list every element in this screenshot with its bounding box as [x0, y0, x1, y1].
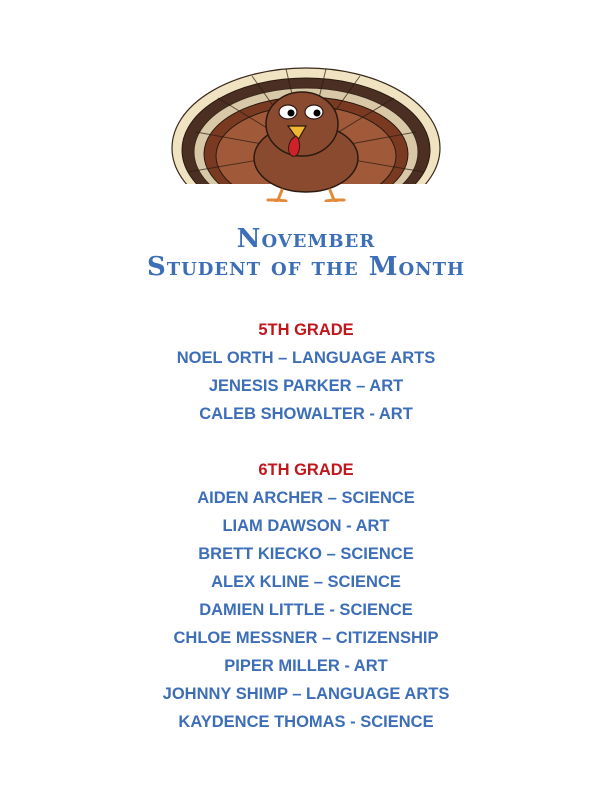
grade-title-6th: 6TH GRADE [258, 461, 354, 479]
student-list [0, 316, 612, 736]
list-item: LIAM DAWSON - ART [222, 517, 390, 535]
grade-title-5th: 5TH GRADE [258, 321, 354, 339]
list-item: CHLOE MESSNER – CITIZENSHIP [173, 629, 439, 647]
list-item: KAYDENCE THOMAS - SCIENCE [178, 713, 434, 731]
heading-month: November [236, 224, 376, 254]
list-item: BRETT KIECKO – SCIENCE [198, 545, 414, 563]
list-item: JOHNNY SHIMP – LANGUAGE ARTS [162, 685, 450, 703]
list-item: DAMIEN LITTLE - SCIENCE [199, 601, 413, 619]
section-gap [0, 428, 612, 456]
list-item: CALEB SHOWALTER - ART [199, 405, 413, 423]
list-item: PIPER MILLER - ART [224, 657, 388, 675]
list-item: JENESIS PARKER – ART [208, 377, 404, 395]
list-item: AIDEN ARCHER – SCIENCE [197, 489, 415, 507]
list-item: ALEX KLINE – SCIENCE [211, 573, 401, 591]
heading-title: Student of the Month [146, 252, 466, 282]
list-item: NOEL ORTH – LANGUAGE ARTS [176, 349, 436, 367]
turkey-icon [168, 52, 444, 202]
